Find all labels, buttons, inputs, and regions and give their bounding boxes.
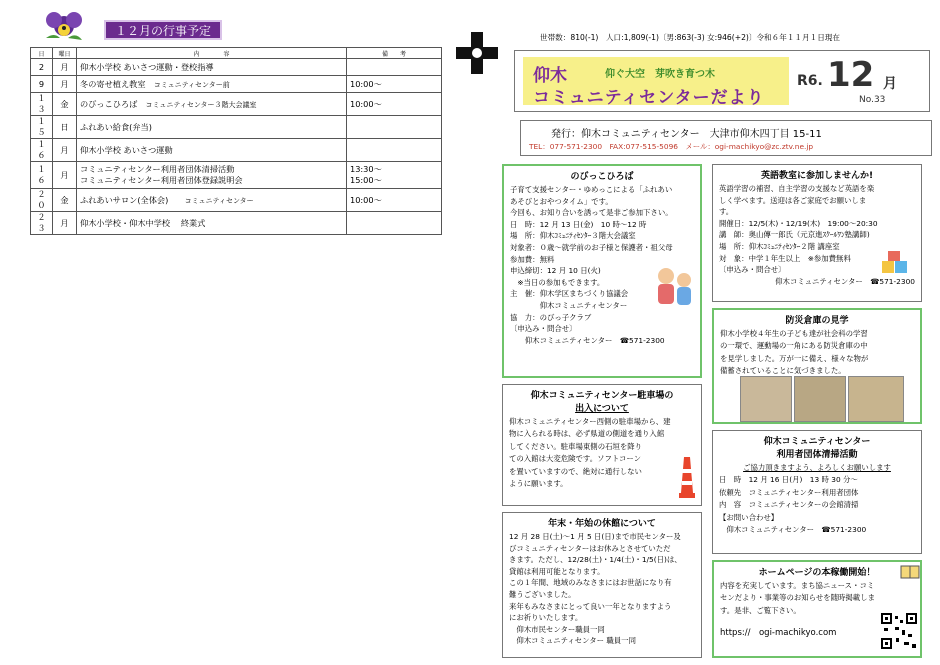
homepage-section — [712, 560, 922, 658]
cleanup-line: 【お問い合わせ】 — [719, 512, 779, 522]
holiday-line: 仰木市民センター職員一同 — [509, 624, 605, 634]
row-note: 10:00～ — [347, 189, 442, 212]
cleanup-line: 依頼先 コミュニティセンター利用者団体 — [719, 487, 859, 497]
publisher-line2: TEL：077-571-2300 FAX:077-515-5096 メール：ogi-machikyo@zc.ztv.ne.jp — [529, 142, 814, 151]
holiday-line: 仰木コミュニティセンター 職員一同 — [509, 636, 636, 646]
english-line: す。 — [719, 207, 734, 217]
homepage-line: センだより・事業等のお知らせを随時掲載しま — [720, 593, 875, 603]
table-row — [31, 93, 442, 116]
nobikko-line: 日 時：12 月 13 日(金) 10 時～12 時 — [510, 219, 647, 229]
parking-line: してください。駐車場東側の石垣を降り — [509, 441, 643, 451]
header-content: 内 容 — [77, 48, 347, 59]
row-note: 10:00～ — [347, 76, 442, 93]
english-line: 対 象：中学１年生以上 ※参加費無料 — [719, 253, 851, 263]
row-content: のびっこひろば — [80, 98, 138, 109]
english-line: しく学べます。送迎は各ご家庭でお願いしま — [719, 195, 867, 205]
masthead-place: 仰木 — [533, 66, 567, 86]
row-note — [347, 139, 442, 162]
row-dow: 月 — [53, 139, 77, 162]
nobikko-line: 〔申込み・問合せ〕 — [510, 324, 577, 334]
cleanup-subtitle: 利用者団体清掃活動 — [776, 450, 858, 460]
masthead-month-suffix: 月 — [883, 76, 897, 92]
row-day: １５ — [31, 116, 53, 139]
english-line: 開催日：12/5(木)・12/19(木) 19:00～20:30 — [719, 218, 878, 228]
row-day: １６ — [31, 139, 53, 162]
holiday-line: 難うございました。 — [509, 589, 576, 599]
row-content: 仰木小学校 あいさつ運動 — [77, 139, 347, 162]
schedule-title: １２月の行事予定 — [104, 20, 222, 40]
parking-line: を置いていますので、絶対に通行しない — [509, 466, 642, 476]
row-content: 冬の寄せ植え教室 — [80, 78, 146, 89]
row-day: ２０ — [31, 189, 53, 212]
row-dow: 金 — [53, 93, 77, 116]
english-line: 講 師：奥山傳一郎氏（元京進ｽｸｰﾙﾜﾝ塾講師) — [719, 230, 870, 240]
bousai-line: を見学しました。万が一に備え、様々な物が — [720, 353, 869, 363]
row-note-2: 15:00～ — [350, 175, 382, 185]
row-dow: 月 — [53, 162, 77, 189]
nobikko-line: ※当日の参加もできます。 — [510, 277, 605, 287]
nobikko-line: 今回も、お知り合いを誘って是非ご参加下さい。 — [510, 208, 673, 218]
row-day: １３ — [31, 93, 53, 116]
parking-title: 仰木コミュニティセンター駐車場の — [530, 391, 674, 401]
nobikko-line: あそびとおやつタイム」です。 — [510, 196, 613, 206]
table-row — [31, 116, 442, 139]
table-row — [31, 59, 442, 76]
table-row — [31, 162, 442, 189]
row-note — [347, 59, 442, 76]
row-day: 9 — [31, 76, 53, 93]
table-row — [31, 212, 442, 235]
nobikko-line: 場 所：仰木ｺﾐｭﾆﾃｨｾﾝﾀｰ３階大会議室 — [510, 231, 636, 241]
abc-blocks-icon — [881, 251, 909, 275]
traffic-cone-icon — [679, 455, 695, 499]
row-content-2: コミュニティセンター利用者団体登録説明会 — [80, 175, 243, 185]
row-dow: 月 — [53, 59, 77, 76]
holiday-line: 来年もみなさまにとって良い一年となりますよう — [509, 601, 672, 611]
masthead-era: R6. — [797, 73, 823, 89]
cleanup-section — [712, 430, 922, 554]
english-line: 仰木コミュニティセンター ☎571-2300 — [775, 276, 915, 286]
pansy-illustration — [42, 8, 86, 44]
holiday-line: この１年間、地域のみなさまにはお世話になり有 — [509, 578, 672, 588]
bousai-title: 防災倉庫の見学 — [785, 316, 849, 326]
parking-section — [502, 384, 702, 506]
emblem-icon — [454, 30, 500, 76]
cleanup-line: 日 時 12 月 16 日(月) 13 時 30 分～ — [719, 475, 858, 485]
row-content: 仰木小学校 あいさつ運動・登校指導 — [77, 59, 347, 76]
holiday-section — [502, 512, 702, 658]
row-note — [347, 212, 442, 235]
row-note: 10:00～ — [347, 93, 442, 116]
homepage-line: 内容を充実しています。まち協ニュース・コミ — [720, 581, 875, 590]
population-stats: 世帯数：810(-1) 人口:1,809(-1)〔男:863(-3) 女:946(+2)〕令和６年１１月１日現在 — [540, 33, 840, 42]
english-section — [712, 164, 922, 302]
header-dow: 曜日 — [53, 48, 77, 59]
row-content-cell — [77, 76, 347, 93]
row-sub: コミュニティセンター３階大会議室 — [145, 100, 257, 109]
holiday-line: びコミュニティセンターはお休みとさせていただ — [509, 543, 671, 553]
nobikko-line: 子育て支援センター・ゆめっこによる「ふれあい — [510, 185, 673, 194]
bousai-line: 仰木小学校４年生の子ども達が社会科の学習 — [720, 329, 868, 338]
table-header-row — [31, 48, 442, 59]
english-line: 英語学習の補習、自主学習の支援など英語を楽 — [719, 184, 875, 193]
holiday-title: 年末・年始の休館について — [548, 519, 656, 529]
bousai-photo — [794, 376, 846, 422]
holiday-line: 12 月 28 日(土)～1 月 5 日(日)まで市民センター及 — [509, 532, 681, 541]
nobikko-line: 対象者：０歳～就学前のお子様と保護者・祖父母 — [510, 242, 673, 252]
parking-line: ように願います。 — [509, 479, 568, 489]
bousai-section — [712, 308, 922, 424]
holiday-line: きます。ただし、12/28(土)・1/4(土)・1/5(日)は、 — [509, 555, 682, 565]
english-line: 場 所：仰木ｺﾐｭﾆﾃｨｾﾝﾀｰ２階 講座室 — [719, 241, 840, 251]
row-note-cell — [347, 162, 442, 189]
row-day: 2 — [31, 59, 53, 76]
cleanup-title: 仰木コミュニティセンター — [763, 437, 871, 447]
row-content: ふれあいサロン(全体会) — [80, 194, 169, 205]
row-dow: 月 — [53, 76, 77, 93]
header-day: 日 — [31, 48, 53, 59]
nobikko-section — [502, 164, 702, 378]
nobikko-line: 主 催：仰木学区まちづくり協議会 — [510, 289, 629, 299]
english-line: 〔申込み・問合せ〕 — [719, 265, 786, 275]
parking-line: 物に入られる時は、必ず県道の側道を通り入館 — [509, 429, 665, 439]
homepage-url[interactable]: https:// ogi-machikyo.com — [720, 628, 837, 639]
row-note: 13:30～ — [350, 164, 382, 174]
masthead — [514, 50, 930, 112]
row-sub: コミュニティセンター前 — [153, 80, 230, 89]
publisher-box — [520, 120, 932, 156]
row-content: コミュニティセンター利用者団体清掃活動 — [80, 164, 235, 174]
nobikko-title: のびっこひろば — [570, 172, 634, 182]
bousai-line: の一環で、運動場の一角にある防災倉庫の中 — [720, 341, 868, 351]
row-day: １６ — [31, 162, 53, 189]
parking-subtitle: 出入について — [575, 404, 629, 414]
parking-line: ての入館は大変危険です。ソフトコーン — [509, 454, 641, 464]
cleanup-line: 内 容 コミュニティセンターの会館清掃 — [719, 500, 859, 510]
row-note — [347, 116, 442, 139]
cleanup-lead: ご協力頂きますよう、よろしくお願いします — [743, 463, 891, 472]
row-content: ふれあい給食(弁当) — [77, 116, 347, 139]
publisher-line1: 発行：仰木コミュニティセンター 大津市仰木四丁目 15-11 — [551, 129, 822, 140]
bousai-photo — [740, 376, 792, 422]
parking-line: 仰木コミュニティセンター西側の駐車場から、建 — [509, 417, 671, 426]
holiday-line: にお祈りいたします。 — [509, 613, 583, 623]
table-row — [31, 139, 442, 162]
qr-code-icon — [880, 612, 918, 650]
masthead-month: 12 — [827, 55, 875, 95]
masthead-title: コミュニティセンターだより — [533, 88, 765, 108]
table-row — [31, 189, 442, 212]
bousai-photo — [848, 376, 904, 422]
row-dow: 月 — [53, 212, 77, 235]
bousai-line: 備蓄されていることに気づきました。 — [720, 366, 846, 376]
cleanup-line: 仰木コミュニティセンター ☎571-2300 — [719, 525, 867, 535]
homepage-line: す。是非、ご覧下さい。 — [720, 605, 801, 615]
holiday-line: 貸館は利用可能となります。 — [509, 566, 605, 576]
row-content-cell — [77, 93, 347, 116]
header-note: 備 考 — [347, 48, 442, 59]
book-icon — [900, 564, 920, 580]
nobikko-line: 申込締切：12 月 10 日(火) — [510, 266, 601, 276]
masthead-slogan: 仰ぐ大空 芽吹き育つ木 — [605, 69, 715, 80]
english-title: 英語教室に参加しませんか! — [760, 171, 874, 181]
schedule-table — [30, 47, 442, 235]
homepage-title: ホームページの本稼働開始！ — [758, 568, 876, 578]
nobikko-line: 協 力：のびっ子クラブ — [510, 312, 592, 322]
kids-illustration — [652, 262, 698, 312]
row-dow: 金 — [53, 189, 77, 212]
row-content-cell — [77, 189, 347, 212]
row-dow: 日 — [53, 116, 77, 139]
nobikko-line: 参加費：無料 — [510, 254, 555, 264]
table-row — [31, 76, 442, 93]
row-content-cell — [77, 162, 347, 189]
row-day: ２３ — [31, 212, 53, 235]
nobikko-line: 仰木コミュニティセンター — [510, 300, 628, 310]
nobikko-line: 仰木コミュニティセンター ☎571-2300 — [510, 335, 665, 345]
row-content: 仰木小学校・仰木中学校 終業式 — [77, 212, 347, 235]
masthead-issue: No.33 — [859, 95, 886, 105]
row-sub: コミュニティセンター — [184, 196, 254, 205]
